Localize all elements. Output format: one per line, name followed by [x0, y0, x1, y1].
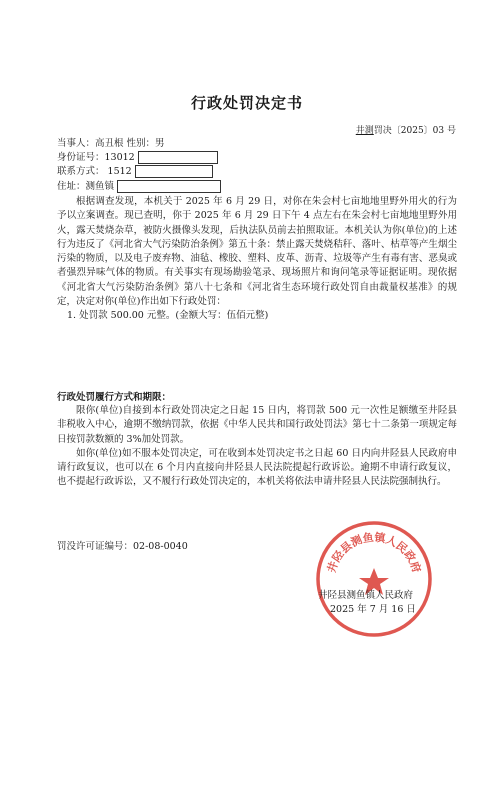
- permit-number: 罚没许可证编号：02-08-0040: [57, 541, 188, 552]
- fulfillment-section: [57, 404, 457, 490]
- official-seal: [315, 520, 433, 638]
- penalty-item: 1. 处罚款 500.00 元整。(金额大写：伍佰元整): [67, 310, 269, 322]
- party-line: 当事人：高丑根 性别：男: [57, 138, 165, 149]
- id-line: [57, 151, 218, 165]
- phone-label: 联系方式： 1512: [57, 166, 132, 177]
- redaction-box: [117, 180, 221, 193]
- body-section: [57, 195, 457, 324]
- address-line: [57, 180, 221, 194]
- body-paragraph: 根据调查发现，本机关于 2025 年 6 月 29 日，对你在朱会村七亩地地里野外用火的行为予以立案调查。现已查明，你于 2025 年 6 月 29 日下午 4 点左右在朱会村七亩地地里野外用火，露天焚烧杂草，被防火摄像头发现，后执法队员前去拍照取证。本机关认为你(单位)的上述行为违反了《河北省大气污染防治条例》第五十条：禁止露天焚烧秸秆、落叶、枯草等产生烟尘污染的物质，以及电子废弃物、油毡、橡胶、塑料、皮革、沥青、垃圾等产生有毒有害、恶臭或者强烈异味气体的物质。有关事实有现场勘验笔录、现场照片和询问笔录等证据证明。现依据《河北省大气污染防治条例》第八十七条和《河北省生态环境行政处罚自由裁量权基准》的规定，决定对你(单位)作出如下行政处罚：: [57, 196, 457, 308]
- id-label: 身份证号：13012: [57, 152, 135, 163]
- signature-date: 2025 年 7 月 16 日: [330, 604, 416, 615]
- redaction-box: [138, 151, 218, 164]
- fulfillment-section-title: 行政处罚履行方式和期限：: [57, 392, 172, 403]
- redaction-box: [135, 165, 213, 178]
- document-number-rest: 罚决〔2025〕03 号: [373, 126, 456, 136]
- document-title: 行政处罚决定书: [190, 94, 303, 112]
- document-number-prefix: 井測: [355, 126, 374, 136]
- seal-text: 井陉县测鱼镇人民政府: [324, 530, 424, 575]
- signature-organization: 井陉县测鱼镇人民政府: [318, 590, 414, 601]
- phone-line: [57, 165, 213, 179]
- document-number: [356, 123, 456, 136]
- address-label: 住址：测鱼镇: [57, 181, 115, 192]
- fulfillment-paragraph: 如你(单位)如不服本处罚决定，可在收到本处罚决定书之日起 60 日内向井陉县人民政府申请行政复议，也可以在 6 个月内直接向井陉县人民法院提起行政诉讼。逾期不申请行政复议，也不提起行政诉讼，又不履行行政处罚决定的，本机关将依法申请井陉县人民法院强制执行。: [57, 447, 457, 488]
- fulfillment-paragraph: 限你(单位)自接到本行政处罚决定之日起 15 日内，将罚款 500 元一次性足额缴至井陉县非税收入中心，逾期不缴纳罚款，依据《中华人民共和国行政处罚法》第七十二条第一项规定每日按罚款数额的 3%加处罚款。: [57, 405, 457, 445]
